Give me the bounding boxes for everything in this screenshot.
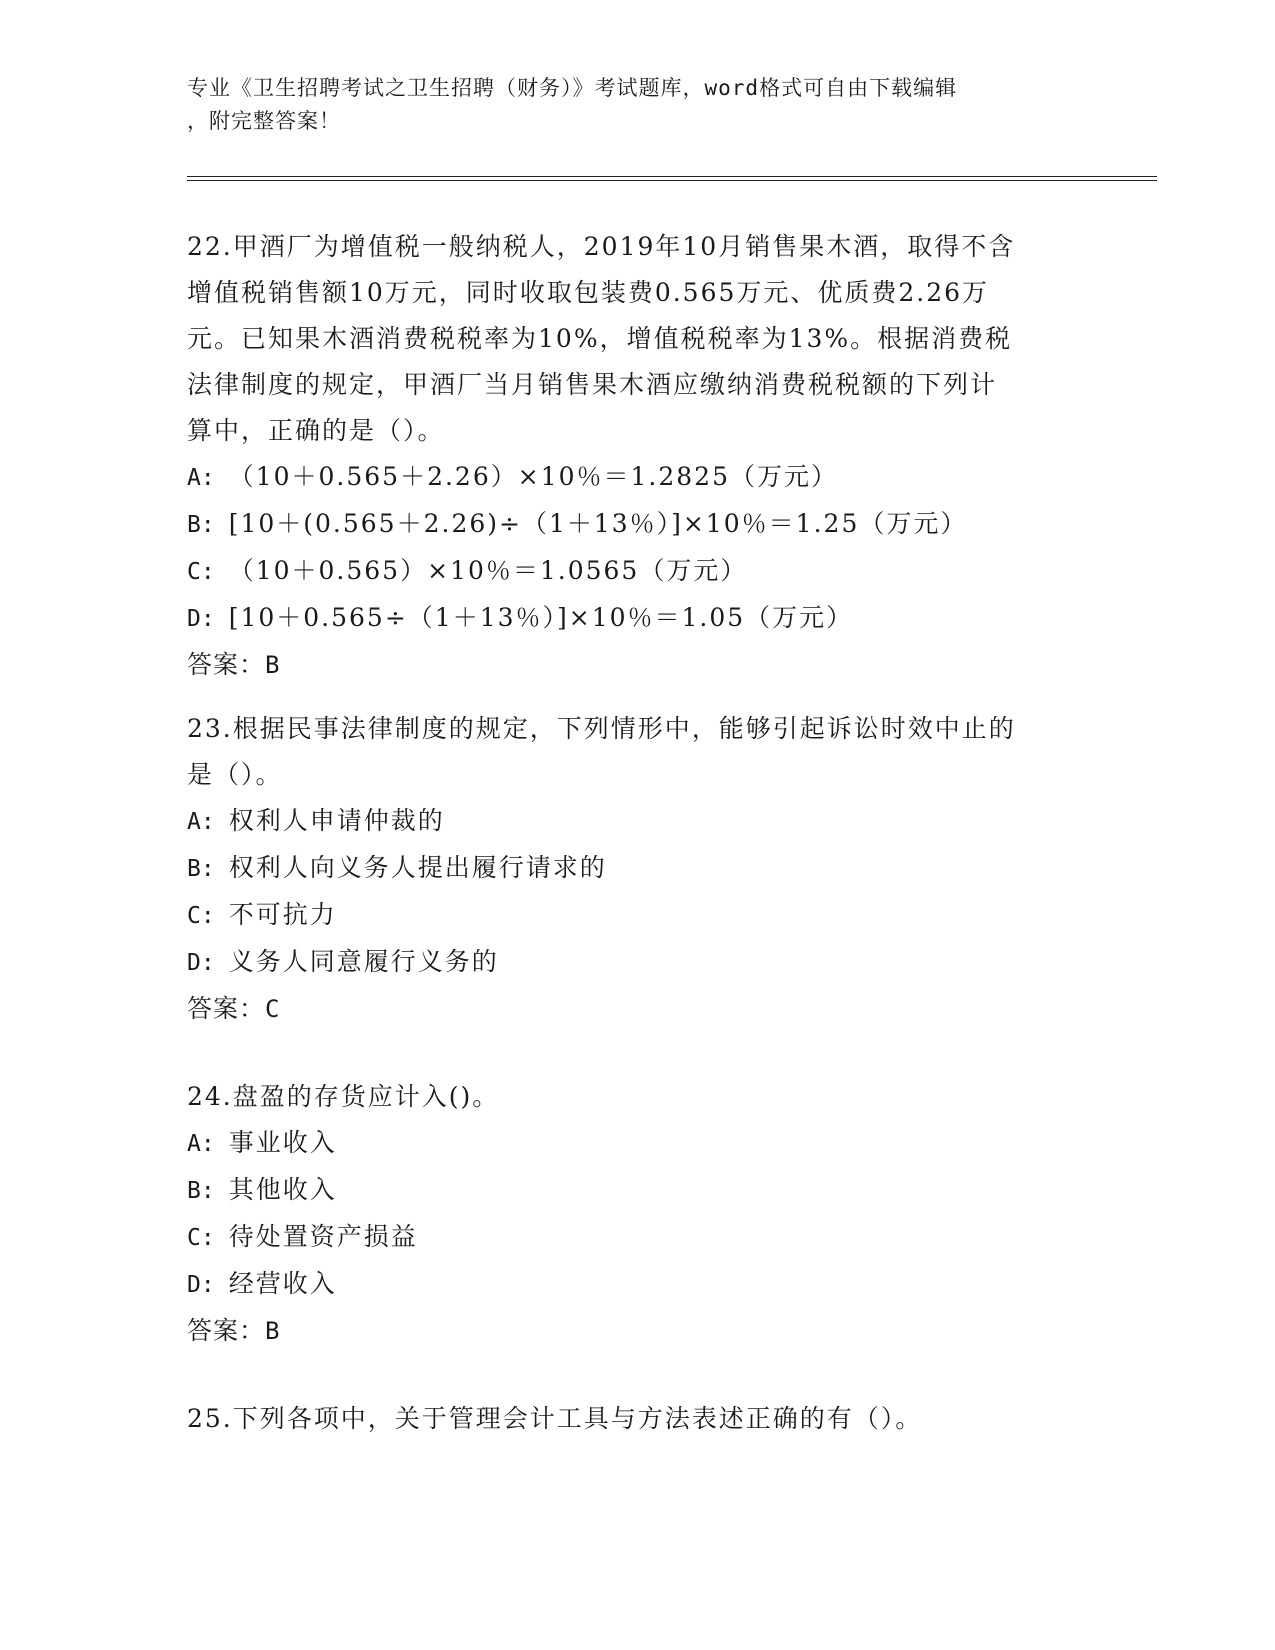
- option-text: （10＋0.565＋2.26）×10％＝1.2825（万元）: [228, 462, 838, 491]
- option-b: [187, 1167, 1087, 1214]
- question-stem-line: 23.根据民事法律制度的规定，下列情形中，能够引起诉讼时效中止的: [187, 714, 1016, 743]
- option-text: 经营收入: [228, 1269, 337, 1298]
- header-line-2: ，附完整答案！: [187, 109, 341, 133]
- question-23: [187, 706, 1087, 1032]
- option-c: [187, 548, 1087, 595]
- question-stem-line: 24.盘盈的存货应计入()。: [187, 1082, 500, 1111]
- answer-label: 答案：: [187, 994, 266, 1023]
- option-letter: D:: [187, 950, 215, 976]
- header-line-1: 专业《卫生招聘考试之卫生招聘（财务）》考试题库，word格式可自由下载编辑: [187, 76, 958, 100]
- question-stem-line: 法律制度的规定，甲酒厂当月销售果木酒应缴纳消费税税额的下列计: [187, 370, 998, 399]
- option-letter: B:: [187, 1178, 215, 1204]
- option-letter: B:: [187, 856, 215, 882]
- option-text: 待处置资产损益: [228, 1222, 418, 1251]
- question-24: [187, 1074, 1087, 1354]
- option-letter: C:: [187, 1225, 215, 1251]
- option-letter: A:: [187, 465, 215, 491]
- option-text: 权利人申请仲裁的: [228, 806, 445, 835]
- header-double-rule: [187, 176, 1157, 181]
- document-header: [187, 72, 1087, 138]
- question-stem-line: 22.甲酒厂为增值税一般纳税人，2019年10月销售果木酒，取得不含: [187, 232, 1016, 261]
- option-c: [187, 892, 1087, 939]
- option-c: [187, 1214, 1087, 1261]
- option-letter: D:: [187, 606, 215, 632]
- option-letter: A:: [187, 1131, 215, 1157]
- question-22: [187, 224, 1087, 688]
- question-stem-line: 增值税销售额10万元，同时收取包装费0.565万元、优质费2.26万: [187, 278, 990, 307]
- option-a: [187, 1120, 1087, 1167]
- option-text: （10＋0.565）×10％＝1.0565（万元）: [228, 556, 748, 585]
- answer: [187, 986, 1087, 1032]
- answer-value: C: [265, 995, 281, 1023]
- option-d: [187, 1261, 1087, 1308]
- option-text: 权利人向义务人提出履行请求的: [228, 853, 607, 882]
- option-letter: D:: [187, 1272, 215, 1298]
- answer-value: B: [265, 1317, 281, 1345]
- question-stem-line: 算中，正确的是（）。: [187, 416, 445, 445]
- option-text: 其他收入: [228, 1175, 337, 1204]
- question-stem-line: 元。已知果木酒消费税税率为10%，增值税税率为13%。根据消费税: [187, 324, 1013, 353]
- option-text: [10＋(0.565＋2.26)÷（1＋13％）]×10％＝1.25（万元）: [228, 509, 968, 538]
- question-25: [187, 1396, 1087, 1442]
- answer: [187, 642, 1087, 688]
- question-stem-line: 是（）。: [187, 760, 283, 789]
- answer-label: 答案：: [187, 650, 266, 679]
- option-d: [187, 939, 1087, 986]
- option-text: 不可抗力: [228, 900, 337, 929]
- option-b: [187, 501, 1087, 548]
- option-a: [187, 454, 1087, 501]
- option-text: 义务人同意履行义务的: [228, 947, 499, 976]
- answer-value: B: [265, 651, 281, 679]
- option-text: 事业收入: [228, 1128, 337, 1157]
- option-letter: A:: [187, 809, 215, 835]
- option-letter: C:: [187, 559, 215, 585]
- option-letter: B:: [187, 512, 215, 538]
- answer-label: 答案：: [187, 1316, 266, 1345]
- option-b: [187, 845, 1087, 892]
- option-text: [10＋0.565÷（1＋13％）]×10％＝1.05（万元）: [228, 603, 854, 632]
- option-d: [187, 595, 1087, 642]
- question-stem-line: 25.下列各项中，关于管理会计工具与方法表述正确的有（）。: [187, 1404, 923, 1433]
- option-letter: C:: [187, 903, 215, 929]
- option-a: [187, 798, 1087, 845]
- answer: [187, 1308, 1087, 1354]
